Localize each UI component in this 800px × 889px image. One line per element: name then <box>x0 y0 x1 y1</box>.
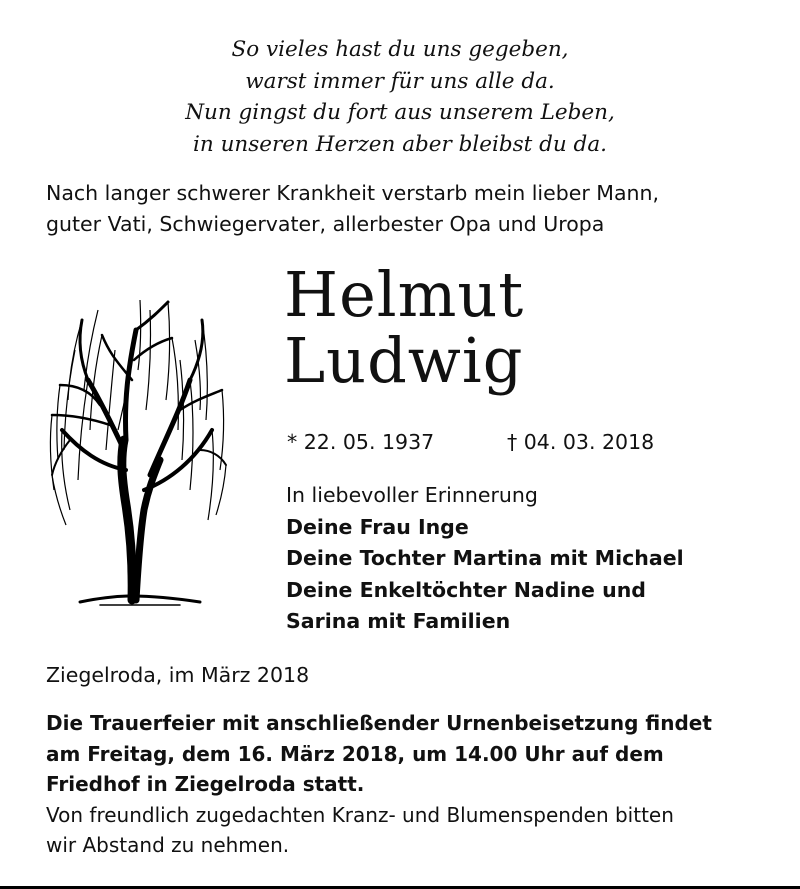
death-date: † 04. 03. 2018 <box>507 430 655 454</box>
flowers-note-line: wir Abstand zu nehmen. <box>46 833 290 857</box>
funeral-info <box>46 708 766 861</box>
birth-date: * 22. 05. 1937 <box>287 430 435 454</box>
funeral-line: am Freitag, dem 16. März 2018, um 14.00 Uhr auf dem <box>46 741 664 766</box>
intro-line: guter Vati, Schwiegervater, allerbester Opa und Uropa <box>46 212 605 236</box>
poem-line: So vieles hast du uns gegeben, <box>231 37 569 62</box>
intro-text <box>46 178 766 240</box>
poem-line: warst immer für uns alle da. <box>245 68 555 94</box>
mourner-line: Deine Frau Inge <box>286 514 469 539</box>
memorial-poem <box>0 34 800 160</box>
mourner-line: Sarina mit Familien <box>286 609 511 633</box>
mourner-line: Deine Tochter Martina mit Michael <box>286 546 684 570</box>
funeral-line: Die Trauerfeier mit anschließender Urnenbeisetzung findet <box>46 711 712 735</box>
last-name: Ludwig <box>284 324 524 397</box>
poem-line: in unseren Herzen aber bleibst du da. <box>193 131 607 157</box>
intro-line: Nach langer schwerer Krankheit verstarb mein lieber Mann, <box>46 181 660 205</box>
mourner-line: Deine Enkeltöchter Nadine und <box>286 577 646 602</box>
tree-icon <box>40 290 230 610</box>
memory-lead: In liebevoller Erinnerung <box>286 483 538 507</box>
mourners-block <box>286 480 684 638</box>
funeral-line: Friedhof in Ziegelroda statt. <box>46 772 365 796</box>
place-date: Ziegelroda, im März 2018 <box>46 663 310 687</box>
flowers-note-line: Von freundlich zugedachten Kranz- und Blumenspenden bitten <box>46 802 674 827</box>
deceased-name <box>284 258 525 397</box>
poem-line: Nun gingst du fort aus unserem Leben, <box>185 100 615 125</box>
first-name: Helmut <box>284 258 525 331</box>
